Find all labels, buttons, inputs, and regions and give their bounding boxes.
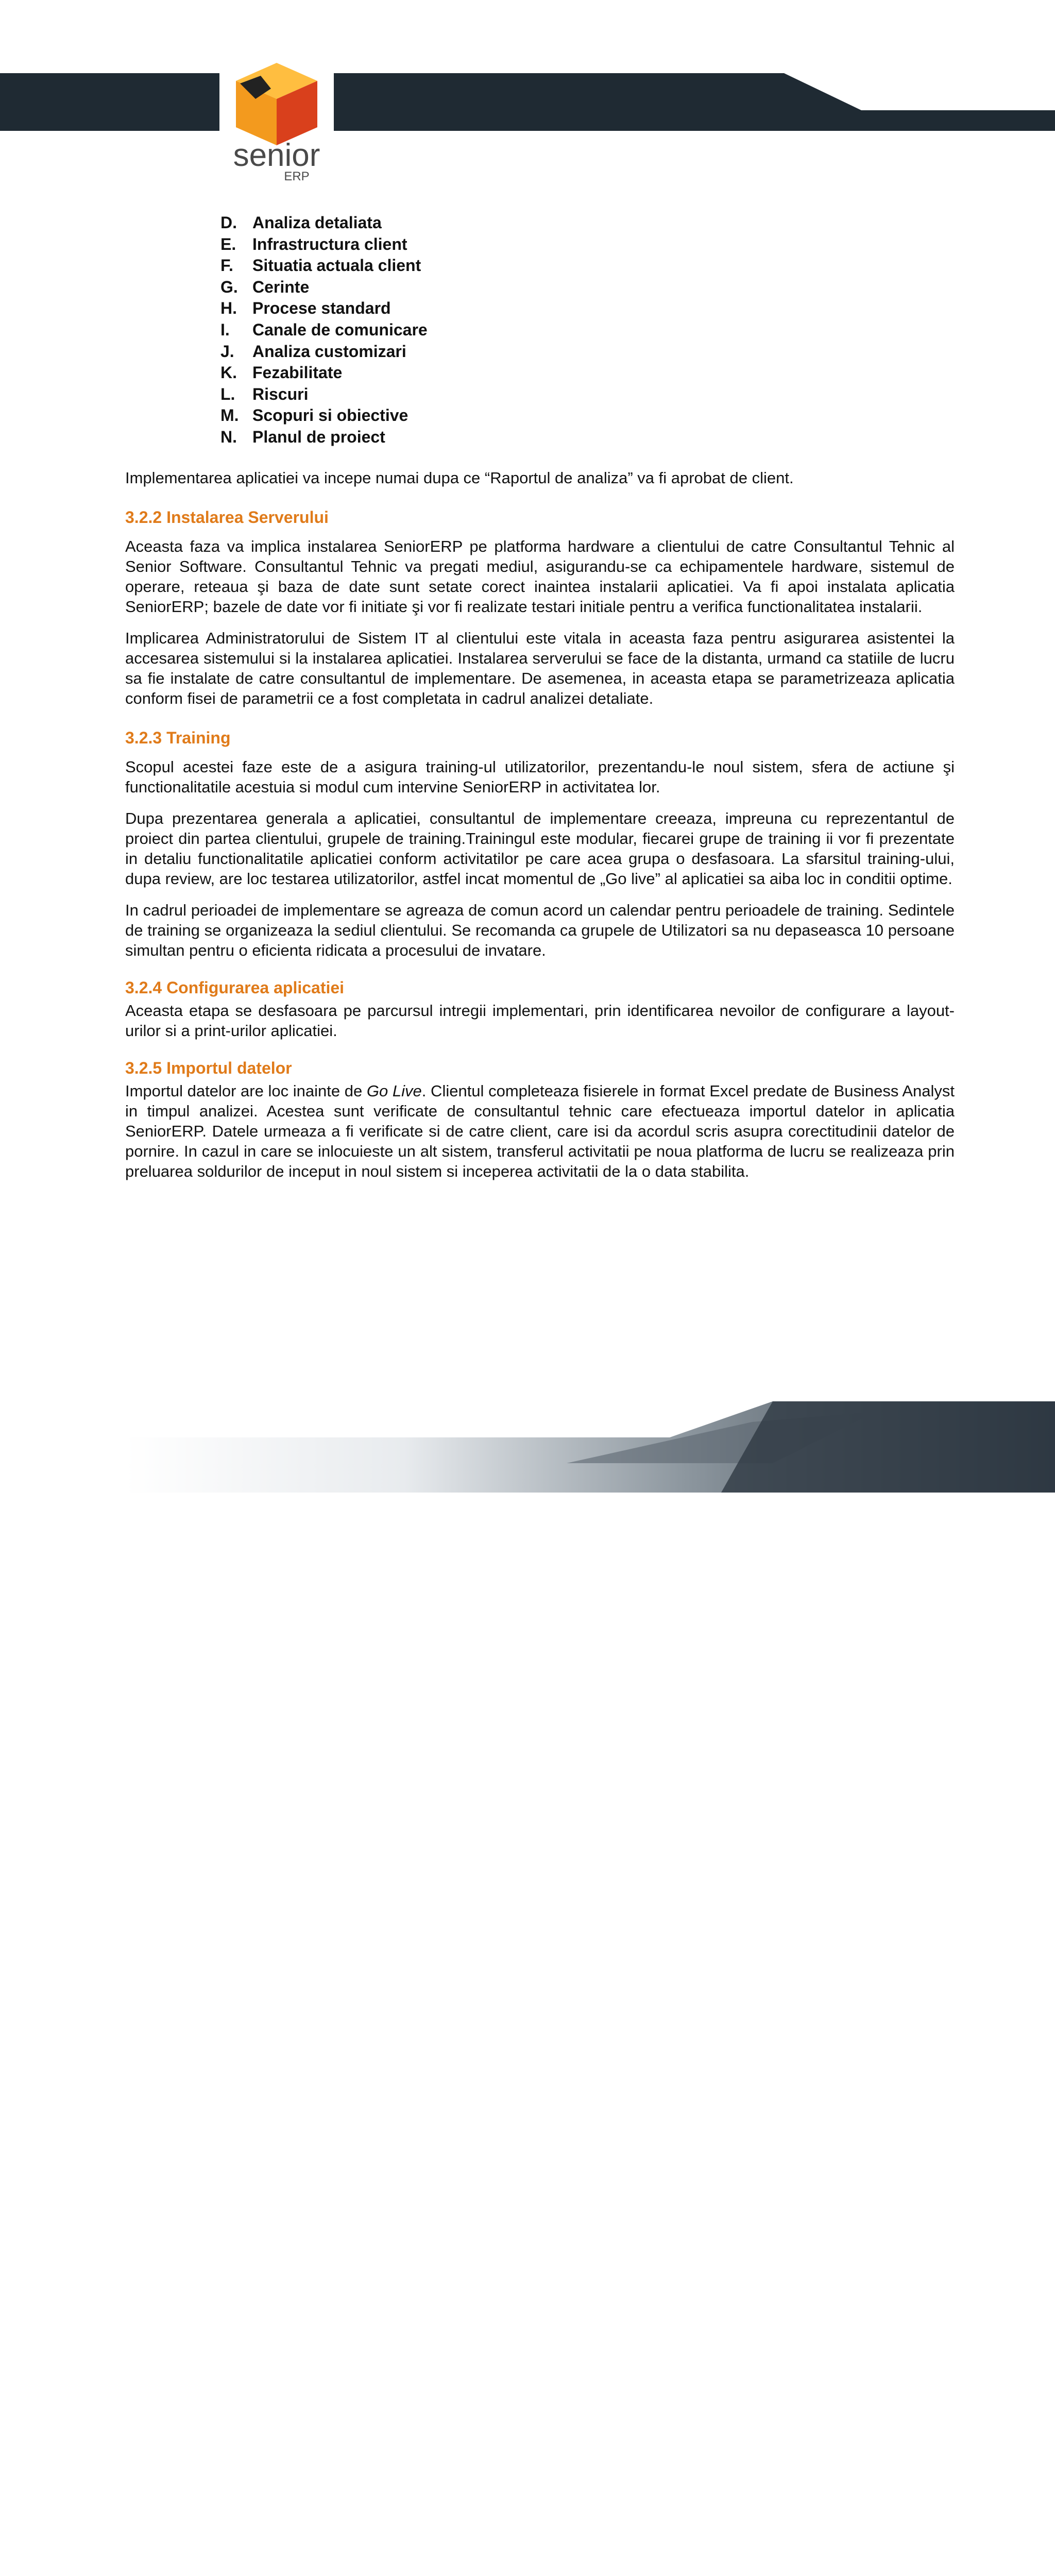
paragraph: Aceasta etapa se desfasoara pe parcursul intregii implementari, prin identificarea nevoilor de configurare a layout-urilor si a print-urilor aplicatiei.	[125, 1001, 955, 1040]
list-item: K. Fezabilitate	[220, 363, 343, 382]
heading-3-2-2: 3.2.2 Instalarea Serverului	[125, 507, 329, 527]
intro-paragraph: Implementarea aplicatiei va incepe numai dupa ce “Raportul de analiza” va fi aprobat de client.	[125, 468, 794, 487]
list-item: G. Cerinte	[220, 277, 310, 296]
senior-erp-logo	[219, 58, 334, 187]
paragraph: Dupa prezentarea generala a aplicatiei, consultantul de implementare creeaza, impreuna cu reprezentantul de proiect din partea clientului, grupele de training.Trainingul este modular, fiecarei grupe de training ii vor fi prezentate in detaliu functionalitatile aplicatiei conform activitatilor pe care acea grupa o desfasoara. La sfarsitul training-ului, dupa review, are loc testarea utilizatorilor, astfel incat momentul de „Go live” al aplicatiei sa aiba loc in conditii optime.	[125, 809, 955, 888]
list-item: E. Infrastructura client	[220, 234, 407, 253]
list-item: I. Canale de comunicare	[220, 320, 428, 339]
document-body	[125, 212, 955, 1193]
paragraph: Aceasta faza va implica instalarea SeniorERP pe platforma hardware a clientului de catre Consultantul Tehnic al Senior Software. Consultantul Tehnic va pregati mediul, asigurandu-se ca echipamentele hardware, sistemul de operare, reteaua şi baza de date sunt setate corect inaintea instalarii aplicatiei. Va fi apoi instalata aplicatia SeniorERP; bazele de date vor fi initiate şi vor fi realizate testari initiale pentru a verifica functionalitatea instalarii.	[125, 537, 955, 616]
deliverables-list	[125, 212, 955, 448]
heading-3-2-4: 3.2.4 Configurarea aplicatiei	[125, 978, 345, 997]
header-banner	[0, 73, 1055, 131]
list-item: D. Analiza detaliata	[220, 213, 382, 232]
list-item: H. Procese standard	[220, 299, 391, 318]
logo-sub: ERP	[284, 170, 310, 183]
paragraph: Importul datelor are loc inainte de Go Live. Clientul completeaza fisierele in format Excel predate de Business Analyst in timpul analizei. Acestea sunt verificate de consultantul tehnic care efectueaza importul datelor in aplicatia SeniorERP. Datele urmeaza a fi verificate si de catre client, care isi da acordul scris asupra corectitudinii datelor de pornire. In cazul in care se inlocuieste un alt sistem, transferul activitatii pe noua platforma de lucru se realizeaza prin preluarea soldurilor de inceput in noul sistem si inceperea activitatii de la o data stabilita.	[125, 1081, 955, 1180]
footer	[0, 1391, 1055, 1493]
emphasis-go-live: Go Live	[366, 1081, 422, 1100]
list-item: F. Situatia actuala client	[220, 256, 421, 275]
list-item: N. Planul de proiect	[220, 427, 385, 446]
heading-3-2-5: 3.2.5 Importul datelor	[125, 1058, 292, 1077]
footer-banner	[0, 1391, 1055, 1493]
list-item: M. Scopuri si obiective	[220, 406, 409, 425]
paragraph: In cadrul perioadei de implementare se agreaza de comun acord un calendar pentru perioadele de training. Sedintele de training se organizeaza la sediul clientului. Se recomanda ca grupele de Utilizatori sa nu depaseasca 10 persoane simultan pentru o eficienta ridicata a procesului de invatare.	[125, 901, 955, 959]
logo-word: senior	[233, 138, 320, 173]
paragraph: Implicarea Administratorului de Sistem IT al clientului este vitala in aceasta faza pentru asigurarea asistentei la accesarea sistemului si la instalarea aplicatiei. Instalarea serverului se face de la distanta, urmand ca statiile de lucru sa fie instalate de catre consultantul de implementare. De asemenea, in aceasta etapa se parametrizeaza aplicatia conform fisei de parametrii ce a fost completata in cadrul analizei detaliate.	[125, 629, 955, 707]
heading-3-2-3: 3.2.3 Training	[125, 728, 231, 747]
list-item: L. Riscuri	[220, 384, 309, 403]
paragraph: Scopul acestei faze este de a asigura training-ul utilizatorilor, prezentandu-le noul sistem, sfera de actiune şi functionalitatile acestuia si modul cum intervine SeniorERP in activitatea lor.	[125, 757, 955, 796]
list-item: J. Analiza customizari	[220, 342, 406, 361]
